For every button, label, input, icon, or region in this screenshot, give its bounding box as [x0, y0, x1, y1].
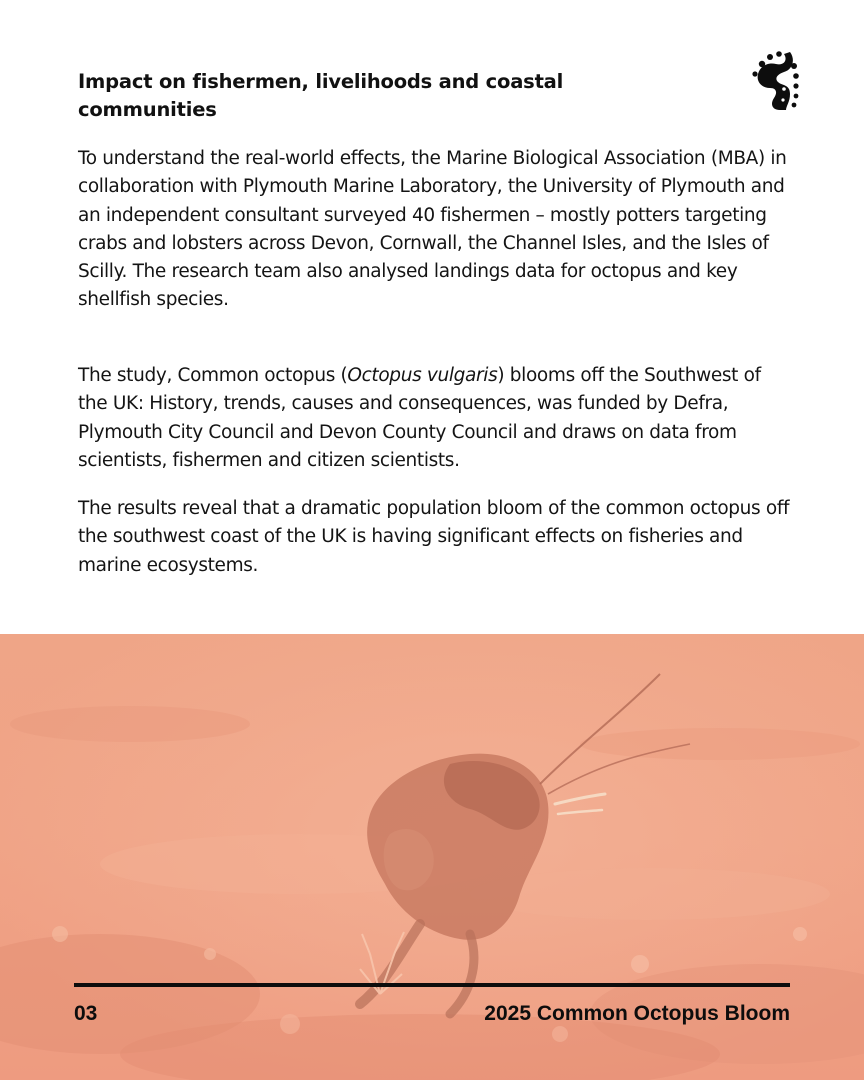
paragraph-results: The results reveal that a dramatic population bloom of the common octopus off the southwest coast of the UK is having significant effects on fisheries and marine ecosystems. — [78, 498, 790, 576]
paragraph-study — [78, 362, 794, 475]
octopus-tentacle-logo-icon — [750, 48, 802, 114]
footer-title: 2025 Common Octopus Bloom — [484, 1002, 790, 1025]
study-text-end: ) blooms off the Southwest of the UK: History, trends, causes and consequences, was funded by Defra, Plymouth City Council and Devon County Council and draws on data from scientists, fishermen and citizen scientists. — [78, 365, 761, 471]
footer-divider — [74, 983, 790, 987]
species-name: Octopus vulgaris — [347, 365, 498, 386]
page-number: 03 — [74, 1002, 98, 1025]
paragraph-survey: To understand the real-world effects, the Marine Biological Association (MBA) in collaboration with Plymouth Marine Laboratory, the University of Plymouth and an independent consultant surveyed 40 fishermen – mostly potters targeting crabs and lobsters across Devon, Cornwall, the Channel Isles, and the Isles of Scilly. The research team also analysed landings data for octopus and key shellfish species. — [78, 148, 787, 311]
study-text-start: The study, Common octopus ( — [78, 365, 348, 386]
section-heading: Impact on fishermen, livelihoods and coastal communities — [78, 70, 564, 121]
